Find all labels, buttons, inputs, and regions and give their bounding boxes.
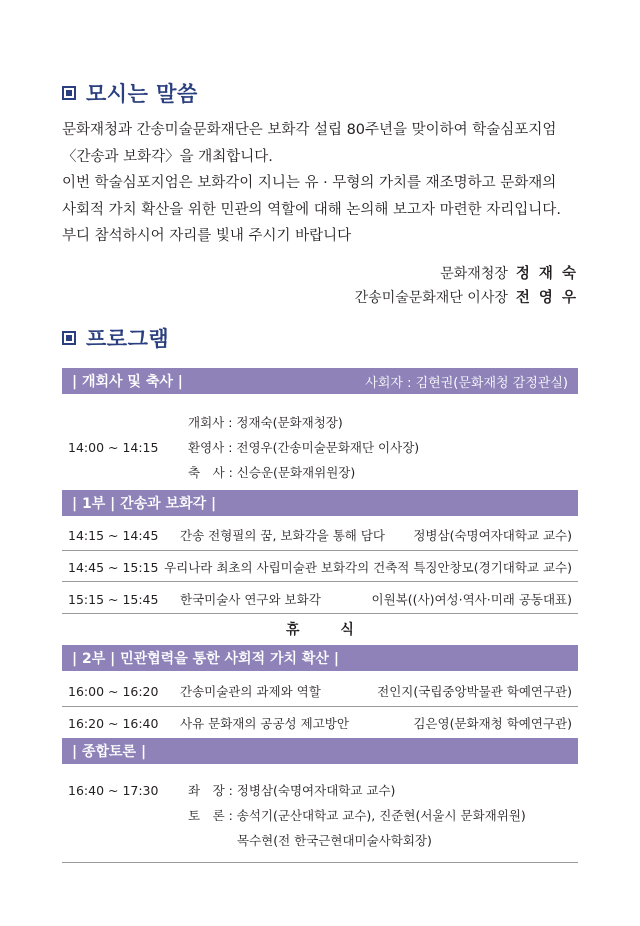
- discussion-label: | 종합토론 |: [72, 744, 147, 760]
- program-heading: [62, 323, 169, 353]
- greeting-line: 이번 학술심포지엄은 보화각이 지니는 유 · 무형의 가치를 재조명하고 문화재의: [62, 175, 557, 191]
- row-divider: [62, 550, 578, 551]
- row-speaker: 김은영(문화재청 학예연구관): [413, 716, 572, 731]
- discussion-bar: [62, 738, 578, 764]
- opening-item: 개회사 : 정재숙(문화재청장): [188, 415, 343, 430]
- row-time: 14:15 ~ 14:45: [68, 527, 159, 543]
- row-time: 15:15 ~ 15:45: [68, 591, 159, 607]
- discussion-chair: 좌 장 : 정병삼(숙명여자대학교 교수): [188, 783, 396, 798]
- opening-time: 14:00 ~ 14:15: [68, 440, 159, 455]
- signature-title: 문화재청장: [440, 266, 508, 282]
- part2-bar: [62, 645, 578, 671]
- signature-1: [440, 262, 578, 283]
- part1-label: | 1부 | 간송과 보화각 |: [72, 496, 217, 512]
- opening-bar: [62, 368, 578, 394]
- signature-name: 전 영 우: [515, 290, 578, 306]
- greeting-line: 문화재청과 간송미술문화재단은 보화각 설립 80주년을 맞이하여 학술심포지엄: [62, 122, 557, 138]
- opening-list: [188, 410, 419, 485]
- greeting-line: 〈간송과 보화각〉을 개최합니다.: [62, 148, 273, 165]
- discussion-list: [188, 778, 526, 853]
- greeting-line: 부디 참석하시어 자리를 빛내 주시기 바랍니다: [62, 228, 352, 244]
- square-bullet-icon: [62, 86, 76, 100]
- row-divider: [62, 613, 578, 614]
- opening-item: 환영사 : 전영우(간송미술문화재단 이사장): [188, 440, 420, 455]
- bottom-divider: [62, 862, 578, 863]
- opening-host: 사회자 : 김현권(문화재청 감정관실): [365, 375, 568, 391]
- opening-label: | 개회사 및 축사 |: [72, 374, 183, 390]
- signature-name: 정 재 숙: [515, 266, 578, 282]
- program-row: [62, 526, 578, 544]
- row-speaker: 안창모(경기대학교 교수): [437, 560, 572, 575]
- row-title: 간송 전형필의 꿈, 보화각을 통해 담다: [180, 528, 385, 543]
- row-time: 14:45 ~ 15:15: [68, 559, 159, 575]
- program-row: [62, 590, 578, 608]
- greeting-heading-text: 모시는 말씀: [86, 82, 198, 106]
- row-title: 간송미술관의 과제와 역할: [180, 684, 321, 699]
- row-title: 한국미술사 연구와 보화각: [180, 592, 321, 607]
- signature-2: [355, 286, 578, 307]
- row-speaker: 이원복((사)여성·역사·미래 공동대표): [371, 592, 572, 607]
- part1-bar: [62, 490, 578, 516]
- greeting-line: 사회적 가치 확산을 위한 민관의 역할에 대해 논의해 보고자 마련한 자리입니다.: [62, 201, 561, 218]
- greeting-body: [62, 117, 582, 250]
- program-row: [62, 714, 578, 732]
- program-row: [62, 682, 578, 700]
- greeting-heading: [62, 78, 198, 108]
- break-label: 휴 식: [286, 622, 354, 638]
- row-time: 16:00 ~ 16:20: [68, 683, 159, 699]
- row-title: 사유 문화재의 공공성 제고방안: [180, 716, 349, 731]
- row-speaker: 정병삼(숙명여자대학교 교수): [413, 528, 572, 543]
- discussion-panel: 토 론 : 송석기(군산대학교 교수), 진준현(서울시 문화재위원): [188, 808, 526, 823]
- discussion-time: 16:40 ~ 17:30: [68, 783, 159, 798]
- program-row: [62, 558, 578, 576]
- row-title: 우리나라 최초의 사립미술관 보화각의 건축적 특징: [164, 560, 438, 575]
- part2-label: | 2부 | 민관협력을 통한 사회적 가치 확산 |: [72, 651, 339, 667]
- square-bullet-icon: [62, 331, 76, 345]
- program-heading-text: 프로그램: [86, 327, 170, 351]
- row-divider: [62, 581, 578, 582]
- discussion-panel-cont: 목수현(전 한국근현대미술사학회장): [237, 833, 432, 848]
- signature-title: 간송미술문화재단 이사장: [354, 290, 508, 306]
- row-speaker: 전인지(국립중앙박물관 학예연구관): [377, 684, 572, 699]
- row-divider: [62, 706, 578, 707]
- row-time: 16:20 ~ 16:40: [68, 715, 159, 731]
- opening-item: 축 사 : 신승운(문화재위원장): [188, 465, 356, 480]
